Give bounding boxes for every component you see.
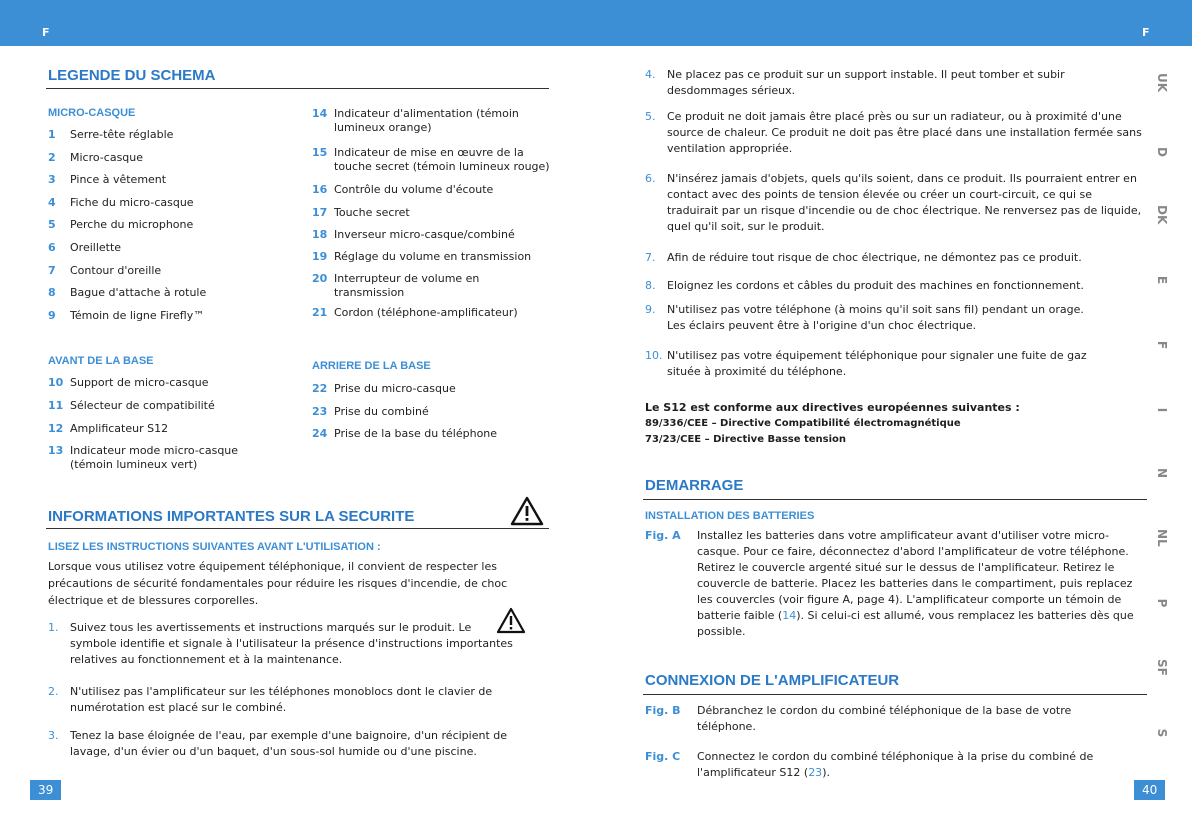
list-item: 3 Pince à vêtement [48, 173, 167, 187]
fig-c-text: Connectez le cordon du combiné téléphonique à la prise du combiné de l'amplificateur S12 (23). [697, 750, 1094, 779]
list-item: 22 Prise du micro-casque [312, 382, 456, 395]
safety-intro: Lorsque vous utilisez votre équipement téléphonique, il convient de respecter les précautions de sécurité fondamentales pour réduire les risques d'incendie, de choc électrique et de blessures corporelles. [48, 560, 508, 607]
lang-s[interactable]: S [1155, 728, 1169, 738]
list-item: 2. N'utilisez pas l'amplificateur sur les téléphones monoblocs dont le clavier de numérotation est placé sur le combiné. [48, 685, 493, 714]
list-item: 19 Réglage du volume en transmission [312, 250, 532, 263]
list-item: 24 Prise de la base du téléphone [312, 427, 498, 440]
list-item: 1 Serre-tête réglable [48, 128, 174, 141]
list-item: 2 Micro-casque [48, 150, 144, 164]
directives-line3: 73/23/CEE – Directive Basse tension [645, 434, 847, 445]
list-item: 9 Témoin de ligne Firefly™ [48, 308, 205, 322]
legend-rule [46, 88, 549, 89]
fig-c-row [645, 749, 1115, 781]
list-item: 10. N'utilisez pas votre équipement téléphonique pour signaler une fuite de gaz située à proximité du téléphone. [645, 349, 1087, 378]
safety-list-left [48, 620, 533, 764]
directives [645, 400, 1145, 448]
list-item: 16 Contrôle du volume d'écoute [312, 183, 494, 196]
list-item: 5. Ce produit ne doit jamais être placé près ou sur un radiateur, ou à proximité d'une source de chaleur. Ce produit ne doit pas être placé dans une installation fermée sans ventilation appropriée. [645, 110, 1142, 155]
list-item: 11 Sélecteur de compatibilité [48, 399, 215, 412]
list-item: 3. Tenez la base éloignée de l'eau, par exemple d'une baignoire, d'un récipient de lavage, d'un évier ou d'un baquet, d'un sous-sol humide ou d'une piscine. [48, 729, 508, 758]
back-list [312, 382, 552, 449]
ref-23-link[interactable]: 23 [808, 766, 823, 779]
batteries-heading: INSTALLATION DES BATTERIES [645, 510, 815, 522]
lang-sf[interactable]: SF [1155, 659, 1169, 676]
safety-subheading: LISEZ LES INSTRUCTIONS SUIVANTES AVANT L'UTILISATION : [48, 541, 381, 553]
list-item: 8 Bague d'attache à rotule [48, 286, 207, 300]
lang-n[interactable]: N [1155, 467, 1169, 479]
fig-c-label: Fig. C [645, 750, 681, 763]
list-item: 7 Contour d'oreille [48, 263, 162, 277]
lang-p[interactable]: P [1155, 598, 1169, 608]
safety-list-right [645, 67, 1145, 384]
list-item: 10 Support de micro-casque [48, 376, 209, 389]
list-item: 17 Touche secret [312, 206, 410, 219]
directives-line2: 89/336/CEE – Directive Compatibilité électromagnétique [645, 418, 961, 429]
list-item: 7. Afin de réduire tout risque de choc électrique, ne démontez pas ce produit. [645, 251, 1082, 264]
legend-title: LEGENDE DU SCHEMA [48, 67, 216, 84]
lang-f[interactable]: F [1155, 340, 1169, 350]
list-item: 4 Fiche du micro-casque [48, 195, 194, 209]
ref-14-link[interactable]: 14 [782, 609, 797, 622]
directives-line1: Le S12 est conforme aux directives européennes suivantes : [645, 401, 1020, 414]
fig-a-row [645, 528, 1147, 640]
lang-e[interactable]: E [1155, 275, 1169, 285]
headset-heading: MICRO-CASQUE [48, 107, 136, 119]
lang-i[interactable]: I [1155, 407, 1169, 413]
list-item: 21 Cordon (téléphone-amplificateur) [312, 306, 518, 319]
fig-b-row [645, 703, 1105, 735]
list-item: 12 Amplificateur S12 [48, 422, 169, 435]
list-item: 6 Oreillette [48, 240, 122, 254]
list-item: 13 Indicateur mode micro-casque (témoin lumineux vert) [48, 444, 239, 471]
fig-b-label: Fig. B [645, 704, 681, 717]
list-item: 20 Interrupteur de volume en transmission [312, 272, 480, 299]
list-item: 8. Eloignez les cordons et câbles du produit des machines en fonctionnement. [645, 279, 1084, 292]
list-item: 4. Ne placez pas ce produit sur un support instable. Il peut tomber et subir desdommages sérieux. [645, 68, 1065, 97]
warning-icon [510, 496, 544, 526]
list-item: 23 Prise du combiné [312, 405, 429, 418]
connection-rule [643, 694, 1147, 695]
list-item: 14 Indicateur d'alimentation (témoin lumineux orange) [312, 107, 519, 134]
startup-title: DEMARRAGE [645, 477, 744, 494]
list-item: 6. N'insérez jamais d'objets, quels qu'ils soient, dans ce produit. Ils pourraient entrer en contact avec des points de tension élevée ou créer un court-circuit, ce qui se traduirait par un risque d'incendie ou de choc électrique. Ne renversez pas de liquide, quel qu'il soit, sur le produit. [645, 172, 1142, 233]
fig-a-label: Fig. A [645, 529, 681, 542]
front-list [48, 376, 253, 474]
indicators-list [312, 107, 552, 328]
page-number-right: 40 [1134, 780, 1165, 800]
lang-d[interactable]: D [1155, 147, 1169, 157]
header-bar [0, 0, 1192, 46]
page-number-left: 39 [30, 780, 61, 800]
header-left-tag: F [42, 26, 50, 39]
back-heading: ARRIERE DE LA BASE [312, 360, 431, 372]
fig-b-text: Débranchez le cordon du combiné téléphonique de la base de votre téléphone. [697, 704, 1072, 733]
startup-rule [643, 499, 1147, 500]
connection-title: CONNEXION DE L'AMPLIFICATEUR [645, 672, 900, 689]
list-item: 5 Perche du microphone [48, 218, 194, 232]
list-item: 18 Inverseur micro-casque/combiné [312, 228, 515, 241]
lang-uk[interactable]: UK [1155, 73, 1169, 93]
safety-title: INFORMATIONS IMPORTANTES SUR LA SECURITE [48, 508, 415, 525]
front-heading: AVANT DE LA BASE [48, 355, 154, 367]
headset-list [48, 128, 298, 331]
lang-nl[interactable]: NL [1155, 529, 1169, 547]
fig-a-text: Installez les batteries dans votre amplificateur avant d'utiliser votre micro-casque. Pour ce faire, déconnectez d'abord l'amplificateur de votre téléphone. Retirez le couvercle argenté situé sur le dessus de l'amplificateur. Retirez le couvercle de batterie. Placez les batteries dans le compartiment, puis replacez les couvercles (voir figure A, page 4). L'amplificateur comporte un témoin de batterie faible (14). Si celui-ci est allumé, vous remplacez les batteries dès que possible. [697, 529, 1134, 638]
safety-rule [46, 528, 549, 529]
list-item: 15 Indicateur de mise en œuvre de la touche secret (témoin lumineux rouge) [312, 146, 550, 173]
header-right-tag: F [1142, 26, 1150, 39]
list-item: 1. Suivez tous les avertissements et instructions marqués sur le produit. Le symbole identifie et signale à l'utilisateur la présence d'instructions importantes relatives au fonctionnement et à la maintenance. [48, 621, 513, 666]
list-item: 9. N'utilisez pas votre téléphone (à moins qu'il soit sans fil) pendant un orage. Les éclairs peuvent être à l'origine d'un choc électrique. [645, 303, 1084, 332]
lang-dk[interactable]: DK [1155, 205, 1169, 225]
inline-warning-icon [496, 607, 526, 634]
